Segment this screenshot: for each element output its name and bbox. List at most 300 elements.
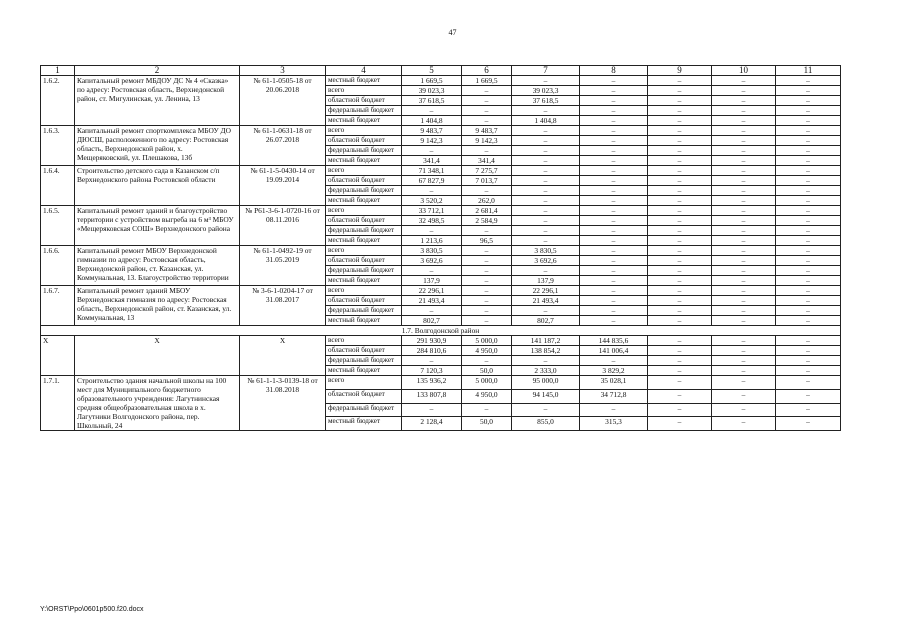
amount-cell: –: [580, 246, 648, 256]
amount-cell: –: [648, 376, 712, 390]
section-row: [41, 326, 841, 336]
amount-cell: –: [462, 96, 512, 106]
table-row: [41, 166, 841, 176]
amount-cell: –: [776, 176, 841, 186]
amount-cell: –: [776, 96, 841, 106]
amount-cell: –: [648, 316, 712, 326]
amount-cell: –: [648, 116, 712, 126]
amount-cell: –: [648, 176, 712, 186]
amount-cell: –: [776, 156, 841, 166]
funding-source: всего: [326, 286, 402, 296]
funding-source: местный бюджет: [326, 236, 402, 246]
amount-cell: 9 142,3: [462, 136, 512, 146]
amount-cell: –: [648, 136, 712, 146]
amount-cell: –: [712, 196, 776, 206]
amount-cell: –: [712, 116, 776, 126]
amount-cell: 35 028,1: [580, 376, 648, 390]
amount-cell: –: [512, 166, 580, 176]
amount-cell: 262,0: [462, 196, 512, 206]
amount-cell: –: [648, 366, 712, 376]
amount-cell: –: [462, 226, 512, 236]
funding-source: областной бюджет: [326, 136, 402, 146]
amount-cell: –: [462, 86, 512, 96]
amount-cell: 5 000,0: [462, 336, 512, 346]
amount-cell: –: [712, 176, 776, 186]
amount-cell: 9 483,7: [462, 126, 512, 136]
amount-cell: 39 023,3: [402, 86, 462, 96]
amount-cell: –: [776, 366, 841, 376]
amount-cell: 9 142,3: [402, 136, 462, 146]
amount-cell: –: [712, 316, 776, 326]
amount-cell: –: [776, 306, 841, 316]
amount-cell: 2 681,4: [462, 206, 512, 216]
amount-cell: –: [648, 156, 712, 166]
funding-source: местный бюджет: [326, 276, 402, 286]
amount-cell: –: [512, 126, 580, 136]
amount-cell: –: [712, 146, 776, 156]
item-document: № 61-1-0492-19 от 31.05.2019: [240, 246, 326, 286]
amount-cell: –: [712, 366, 776, 376]
amount-cell: –: [776, 206, 841, 216]
amount-cell: 3 692,6: [512, 256, 580, 266]
amount-cell: 855,0: [512, 417, 580, 431]
amount-cell: –: [648, 417, 712, 431]
amount-cell: –: [648, 266, 712, 276]
amount-cell: –: [580, 126, 648, 136]
amount-cell: –: [402, 356, 462, 366]
funding-source: федеральный бюджет: [326, 106, 402, 116]
amount-cell: –: [776, 336, 841, 346]
funding-source: всего: [326, 336, 402, 346]
column-header-6: 6: [462, 66, 512, 76]
amount-cell: –: [580, 266, 648, 276]
amount-cell: 4 950,0: [462, 389, 512, 403]
amount-cell: 21 493,4: [512, 296, 580, 306]
amount-cell: –: [712, 186, 776, 196]
funding-source: областной бюджет: [326, 256, 402, 266]
amount-cell: 3 830,5: [512, 246, 580, 256]
amount-cell: –: [776, 417, 841, 431]
amount-cell: 137,9: [402, 276, 462, 286]
amount-cell: –: [712, 216, 776, 226]
amount-cell: –: [712, 96, 776, 106]
amount-cell: 144 835,6: [580, 336, 648, 346]
amount-cell: 50,0: [462, 417, 512, 431]
funding-source: местный бюджет: [326, 156, 402, 166]
funding-source: федеральный бюджет: [326, 306, 402, 316]
amount-cell: 37 618,5: [402, 96, 462, 106]
amount-cell: –: [512, 156, 580, 166]
amount-cell: –: [776, 403, 841, 417]
amount-cell: –: [776, 346, 841, 356]
amount-cell: 34 712,8: [580, 389, 648, 403]
amount-cell: –: [402, 186, 462, 196]
amount-cell: 22 296,1: [402, 286, 462, 296]
amount-cell: –: [712, 403, 776, 417]
amount-cell: –: [462, 403, 512, 417]
amount-cell: –: [512, 186, 580, 196]
amount-cell: –: [580, 186, 648, 196]
amount-cell: –: [712, 246, 776, 256]
amount-cell: –: [512, 306, 580, 316]
amount-cell: 137,9: [512, 276, 580, 286]
amount-cell: 3 830,5: [402, 246, 462, 256]
item-document: № 61-1-0631-18 от 26.07.2018: [240, 126, 326, 166]
funding-source: местный бюджет: [326, 316, 402, 326]
item-name: Строительство детского сада в Казанском с/п Верхнедонского района Ростовской области: [75, 166, 240, 206]
amount-cell: 1 669,5: [462, 76, 512, 86]
item-name: Капитальный ремонт зданий МБОУ Верхнедонская гимназия по адресу: Ростовская область, Верхнедонской район, ст. Казанская, ул. Коммунальная, 13: [75, 286, 240, 326]
item-document: Х: [240, 336, 326, 376]
amount-cell: –: [462, 116, 512, 126]
item-number: 1.6.5.: [41, 206, 75, 246]
amount-cell: 7 120,3: [402, 366, 462, 376]
amount-cell: –: [648, 166, 712, 176]
amount-cell: –: [712, 206, 776, 216]
funding-source: областной бюджет: [326, 296, 402, 306]
amount-cell: –: [462, 106, 512, 116]
amount-cell: –: [776, 226, 841, 236]
funding-source: местный бюджет: [326, 366, 402, 376]
amount-cell: 2 128,4: [402, 417, 462, 431]
item-name: Капитальный ремонт зданий и благоустройство территории с устройством выгреба на 6 м³ МБОУ «Мещеряковская СОШ» Верхнедонского района: [75, 206, 240, 246]
amount-cell: –: [580, 356, 648, 366]
funding-source: местный бюджет: [326, 417, 402, 431]
amount-cell: –: [580, 316, 648, 326]
amount-cell: –: [776, 186, 841, 196]
funding-source: всего: [326, 126, 402, 136]
amount-cell: 1 213,6: [402, 236, 462, 246]
amount-cell: –: [776, 256, 841, 266]
item-name: Капитальный ремонт спорткомплекса МБОУ ДО ДЮСШ, расположенного по адресу: Ростовская область, Верхнедонской район, х. Мещеряковский, ул. Плешакова, 13б: [75, 126, 240, 166]
column-header-9: 9: [648, 66, 712, 76]
amount-cell: –: [512, 136, 580, 146]
amount-cell: –: [712, 306, 776, 316]
column-header-7: 7: [512, 66, 580, 76]
amount-cell: 7 013,7: [462, 176, 512, 186]
amount-cell: –: [776, 246, 841, 256]
amount-cell: –: [776, 356, 841, 366]
amount-cell: –: [402, 226, 462, 236]
amount-cell: –: [462, 296, 512, 306]
amount-cell: –: [512, 176, 580, 186]
funding-source: областной бюджет: [326, 96, 402, 106]
file-path-footer: Y:\ORST\Ppo\0601p500.f20.docx: [40, 606, 144, 613]
column-header-4: 4: [326, 66, 402, 76]
amount-cell: –: [648, 96, 712, 106]
table-row: [41, 336, 841, 346]
amount-cell: –: [776, 389, 841, 403]
table-row: [41, 206, 841, 216]
amount-cell: –: [776, 126, 841, 136]
funding-source: всего: [326, 166, 402, 176]
amount-cell: –: [512, 226, 580, 236]
amount-cell: 7 275,7: [462, 166, 512, 176]
amount-cell: 135 936,2: [402, 376, 462, 390]
amount-cell: –: [648, 146, 712, 156]
amount-cell: –: [580, 86, 648, 96]
amount-cell: 1 404,8: [512, 116, 580, 126]
funding-source: федеральный бюджет: [326, 226, 402, 236]
column-header-1: 1: [41, 66, 75, 76]
amount-cell: –: [648, 256, 712, 266]
page-number: 47: [448, 28, 457, 37]
amount-cell: –: [712, 166, 776, 176]
item-document: № 3-6-1-0204-17 от 31.08.2017: [240, 286, 326, 326]
budget-table: [40, 65, 841, 431]
table-row: [41, 376, 841, 390]
amount-cell: 94 145,0: [512, 389, 580, 403]
column-header-3: 3: [240, 66, 326, 76]
amount-cell: –: [712, 296, 776, 306]
funding-source: федеральный бюджет: [326, 146, 402, 156]
amount-cell: 284 810,6: [402, 346, 462, 356]
amount-cell: 50,0: [462, 366, 512, 376]
amount-cell: –: [462, 286, 512, 296]
item-name: Капитальный ремонт МБДОУ ДС № 4 «Сказка» по адресу: Ростовская область, Верхнедонской район, ст. Мигулинская, ул. Ленина, 13: [75, 76, 240, 126]
amount-cell: –: [776, 316, 841, 326]
amount-cell: –: [712, 336, 776, 346]
amount-cell: –: [580, 216, 648, 226]
amount-cell: –: [648, 126, 712, 136]
funding-source: федеральный бюджет: [326, 403, 402, 417]
amount-cell: –: [462, 266, 512, 276]
item-name: Капитальный ремонт МБОУ Верхнедонской гимназии по адресу: Ростовская область, Верхнедонской район, ст. Казанская, ул. Коммунальная, 13. Благоустройство территории: [75, 246, 240, 286]
amount-cell: –: [648, 206, 712, 216]
amount-cell: –: [776, 216, 841, 226]
amount-cell: –: [648, 389, 712, 403]
amount-cell: –: [580, 236, 648, 246]
amount-cell: –: [512, 266, 580, 276]
table-row: [41, 76, 841, 86]
amount-cell: 802,7: [402, 316, 462, 326]
amount-cell: 3 520,2: [402, 196, 462, 206]
amount-cell: –: [712, 276, 776, 286]
amount-cell: –: [462, 246, 512, 256]
amount-cell: –: [648, 346, 712, 356]
column-header-5: 5: [402, 66, 462, 76]
amount-cell: 315,3: [580, 417, 648, 431]
item-number: X: [41, 336, 75, 376]
amount-cell: –: [712, 136, 776, 146]
amount-cell: –: [462, 356, 512, 366]
amount-cell: –: [402, 106, 462, 116]
amount-cell: 1 404,8: [402, 116, 462, 126]
item-name: Х: [75, 336, 240, 376]
amount-cell: –: [776, 296, 841, 306]
amount-cell: –: [712, 417, 776, 431]
amount-cell: –: [648, 276, 712, 286]
amount-cell: –: [580, 176, 648, 186]
amount-cell: –: [648, 246, 712, 256]
amount-cell: –: [776, 286, 841, 296]
amount-cell: –: [512, 403, 580, 417]
amount-cell: –: [776, 166, 841, 176]
amount-cell: 133 807,8: [402, 389, 462, 403]
column-header-10: 10: [712, 66, 776, 76]
table-header-row: [41, 66, 841, 76]
funding-source: областной бюджет: [326, 389, 402, 403]
funding-source: местный бюджет: [326, 196, 402, 206]
amount-cell: –: [712, 126, 776, 136]
amount-cell: –: [512, 236, 580, 246]
amount-cell: –: [712, 76, 776, 86]
funding-source: областной бюджет: [326, 176, 402, 186]
amount-cell: –: [776, 86, 841, 96]
amount-cell: –: [580, 156, 648, 166]
table-row: [41, 246, 841, 256]
amount-cell: –: [712, 86, 776, 96]
amount-cell: 341,4: [402, 156, 462, 166]
amount-cell: 291 930,9: [402, 336, 462, 346]
funding-source: местный бюджет: [326, 116, 402, 126]
amount-cell: –: [580, 306, 648, 316]
amount-cell: –: [648, 76, 712, 86]
item-number: 1.6.6.: [41, 246, 75, 286]
amount-cell: –: [580, 296, 648, 306]
amount-cell: –: [712, 389, 776, 403]
amount-cell: –: [712, 346, 776, 356]
table-row: [41, 286, 841, 296]
amount-cell: –: [580, 146, 648, 156]
amount-cell: –: [580, 106, 648, 116]
amount-cell: –: [648, 106, 712, 116]
amount-cell: –: [580, 196, 648, 206]
amount-cell: –: [402, 146, 462, 156]
amount-cell: –: [462, 306, 512, 316]
item-document: № 61-1-0505-18 от 20.06.2018: [240, 76, 326, 126]
amount-cell: –: [580, 206, 648, 216]
amount-cell: –: [648, 86, 712, 96]
amount-cell: –: [776, 136, 841, 146]
amount-cell: –: [712, 256, 776, 266]
amount-cell: –: [580, 116, 648, 126]
amount-cell: –: [712, 156, 776, 166]
amount-cell: –: [712, 266, 776, 276]
amount-cell: –: [712, 286, 776, 296]
funding-source: всего: [326, 246, 402, 256]
amount-cell: –: [648, 186, 712, 196]
amount-cell: 32 498,5: [402, 216, 462, 226]
amount-cell: –: [402, 306, 462, 316]
amount-cell: –: [776, 76, 841, 86]
funding-source: всего: [326, 376, 402, 390]
amount-cell: 95 000,0: [512, 376, 580, 390]
amount-cell: –: [402, 403, 462, 417]
amount-cell: –: [712, 356, 776, 366]
amount-cell: –: [776, 276, 841, 286]
section-title: 1.7. Волгодонской район: [41, 326, 841, 336]
amount-cell: 21 493,4: [402, 296, 462, 306]
funding-source: областной бюджет: [326, 346, 402, 356]
amount-cell: –: [648, 286, 712, 296]
amount-cell: 1 669,5: [402, 76, 462, 86]
amount-cell: –: [580, 76, 648, 86]
amount-cell: –: [776, 146, 841, 156]
amount-cell: –: [580, 276, 648, 286]
amount-cell: –: [776, 236, 841, 246]
amount-cell: –: [580, 136, 648, 146]
amount-cell: –: [776, 116, 841, 126]
item-document: № Р61-3-6-1-0720-16 от 08.11.2016: [240, 206, 326, 246]
amount-cell: –: [776, 266, 841, 276]
amount-cell: 37 618,5: [512, 96, 580, 106]
amount-cell: –: [580, 96, 648, 106]
amount-cell: –: [402, 266, 462, 276]
amount-cell: 141 006,4: [580, 346, 648, 356]
item-document: № 61-1-5-0430-14 от 19.09.2014: [240, 166, 326, 206]
amount-cell: –: [776, 376, 841, 390]
amount-cell: –: [648, 296, 712, 306]
amount-cell: 96,5: [462, 236, 512, 246]
amount-cell: –: [512, 106, 580, 116]
amount-cell: –: [512, 216, 580, 226]
item-number: 1.6.3.: [41, 126, 75, 166]
column-header-11: 11: [776, 66, 841, 76]
amount-cell: –: [512, 356, 580, 366]
amount-cell: –: [776, 106, 841, 116]
item-document: № 61-1-1-3-0139-18 от 31.08.2018: [240, 376, 326, 431]
amount-cell: –: [648, 306, 712, 316]
amount-cell: 3 829,2: [580, 366, 648, 376]
amount-cell: –: [512, 76, 580, 86]
amount-cell: 9 483,7: [402, 126, 462, 136]
amount-cell: –: [648, 196, 712, 206]
amount-cell: –: [512, 206, 580, 216]
amount-cell: –: [580, 256, 648, 266]
amount-cell: –: [776, 196, 841, 206]
table-row: [41, 126, 841, 136]
amount-cell: 2 584,9: [462, 216, 512, 226]
amount-cell: –: [648, 236, 712, 246]
item-number: 1.6.2.: [41, 76, 75, 126]
amount-cell: –: [648, 226, 712, 236]
amount-cell: 341,4: [462, 156, 512, 166]
amount-cell: –: [712, 106, 776, 116]
funding-source: областной бюджет: [326, 216, 402, 226]
funding-source: федеральный бюджет: [326, 356, 402, 366]
amount-cell: 3 692,6: [402, 256, 462, 266]
amount-cell: –: [712, 226, 776, 236]
amount-cell: –: [580, 226, 648, 236]
amount-cell: 39 023,3: [512, 86, 580, 96]
amount-cell: –: [580, 403, 648, 417]
amount-cell: 71 348,1: [402, 166, 462, 176]
amount-cell: –: [462, 256, 512, 266]
amount-cell: 33 712,1: [402, 206, 462, 216]
column-header-2: 2: [75, 66, 240, 76]
amount-cell: –: [580, 166, 648, 176]
amount-cell: –: [462, 316, 512, 326]
funding-source: федеральный бюджет: [326, 186, 402, 196]
amount-cell: –: [580, 286, 648, 296]
amount-cell: 67 827,9: [402, 176, 462, 186]
amount-cell: –: [712, 376, 776, 390]
amount-cell: –: [648, 403, 712, 417]
amount-cell: –: [512, 196, 580, 206]
amount-cell: 141 187,2: [512, 336, 580, 346]
amount-cell: 138 854,2: [512, 346, 580, 356]
item-number: 1.6.7.: [41, 286, 75, 326]
amount-cell: –: [462, 146, 512, 156]
amount-cell: –: [512, 146, 580, 156]
funding-source: всего: [326, 206, 402, 216]
amount-cell: 2 333,0: [512, 366, 580, 376]
amount-cell: 802,7: [512, 316, 580, 326]
funding-source: всего: [326, 86, 402, 96]
amount-cell: –: [462, 186, 512, 196]
amount-cell: 4 950,0: [462, 346, 512, 356]
